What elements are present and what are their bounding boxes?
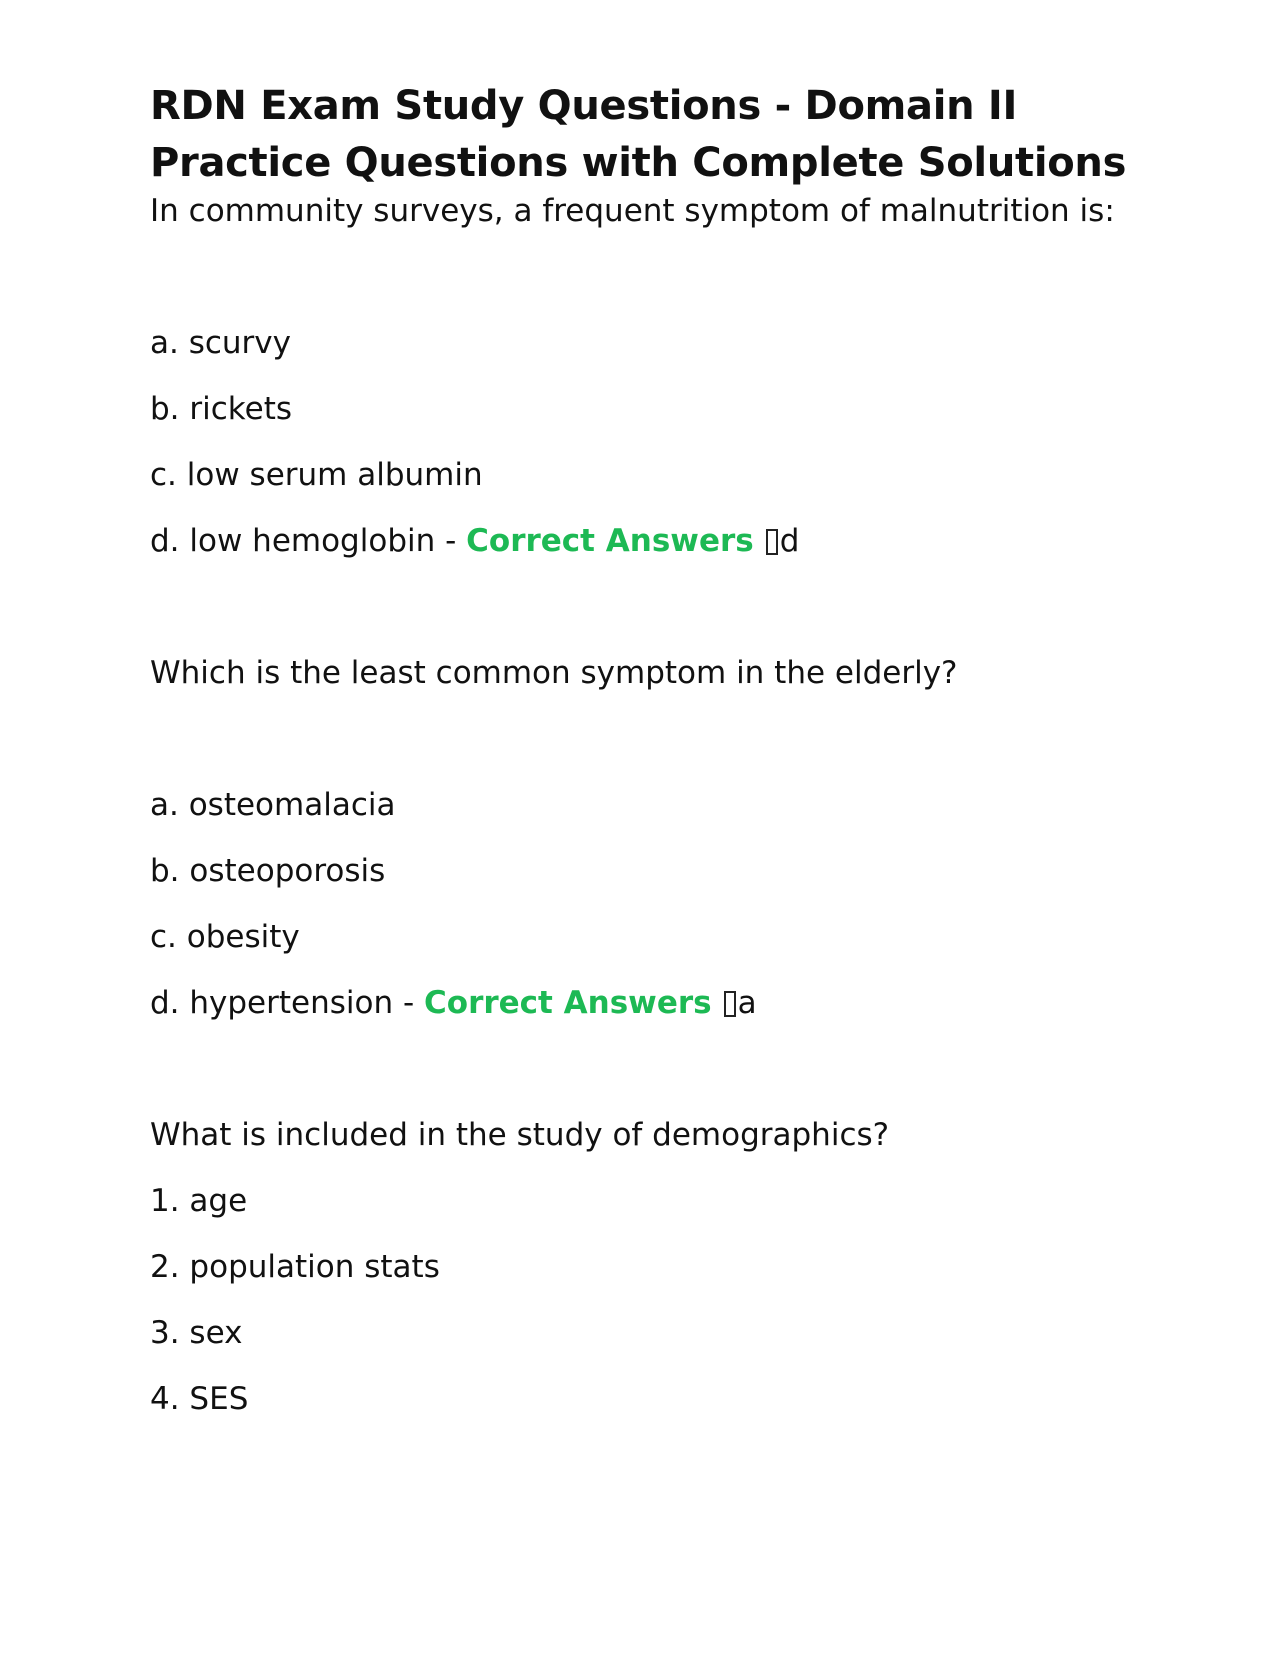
answer-value: d: [779, 523, 800, 559]
question-text: Which is the least common symptom in the elderly?: [150, 655, 958, 691]
question-block-2: [150, 654, 1150, 1022]
document-page: [150, 78, 1150, 1418]
option-c: c. obesity: [150, 919, 300, 955]
correct-answers-label: Correct Answers: [466, 523, 754, 559]
list-item: 1. age: [150, 1183, 248, 1219]
option-b: b. osteoporosis: [150, 853, 386, 889]
list-item: 2. population stats: [150, 1249, 440, 1285]
title-line-1: RDN Exam Study Questions - Domain II: [150, 83, 1018, 129]
list-item: 4. SES: [150, 1381, 249, 1417]
option-d: d. hypertension -: [150, 985, 425, 1021]
option-a: a. osteomalacia: [150, 787, 396, 823]
list-item: 3. sex: [150, 1315, 243, 1351]
option-d: d. low hemoglobin -: [150, 523, 467, 559]
title-line-2: Practice Questions with Complete Solutions: [150, 140, 1127, 186]
answer-value: a: [737, 985, 757, 1021]
question-text: What is included in the study of demographics?: [150, 1117, 890, 1153]
document-title: [150, 78, 1150, 192]
option-b: b. rickets: [150, 391, 293, 427]
option-d-with-answer: [150, 522, 1150, 560]
missing-glyph-icon: [724, 991, 736, 1017]
missing-glyph-icon: [766, 529, 778, 555]
correct-answers-label: Correct Answers: [424, 985, 712, 1021]
option-d-with-answer: [150, 984, 1150, 1022]
option-a: a. scurvy: [150, 325, 291, 361]
question-text: In community surveys, a frequent symptom of malnutrition is:: [150, 193, 1115, 229]
question-block-3: [150, 1116, 1150, 1418]
option-c: c. low serum albumin: [150, 457, 483, 493]
question-block-1: [150, 192, 1150, 560]
